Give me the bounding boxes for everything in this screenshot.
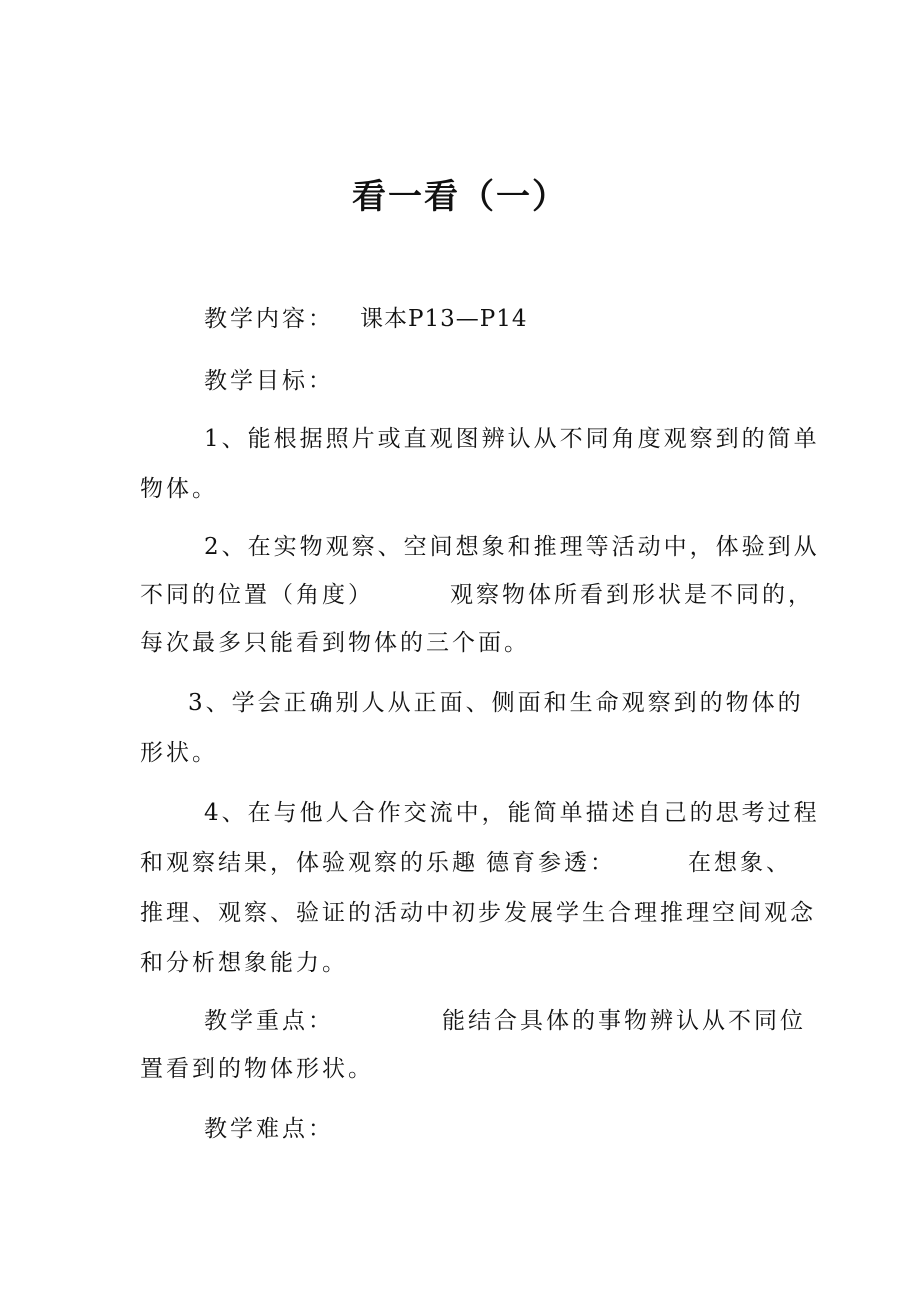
content-line [204,302,527,336]
key-points-line-1 [204,1004,806,1038]
objective-4-line-1: 4、在与他人合作交流中，能简单描述自己的思考过程 [204,800,820,826]
moral-education-label: 德育参透： [486,850,616,876]
objective-2-line-2a: 不同的位置（角度） [140,582,374,608]
objective-4-line-2 [140,846,792,880]
objective-2-line-3: 每次最多只能看到物体的三个面。 [140,630,530,656]
objective-2-line-1: 2、在实物观察、空间想象和推理等活动中，体验到从 [204,534,820,560]
objective-4-line-2c: 在想象、 [688,850,792,876]
objective-1-line-2: 物体。 [140,476,218,502]
key-points-text: 能结合具体的事物辨认从不同位 [442,1008,806,1034]
content-value: 课本P13—P14 [360,306,528,332]
objective-4-line-2a: 和观察结果，体验观察的乐趣 [140,850,478,876]
key-points-line-2: 置看到的物体形状。 [140,1056,374,1082]
objective-2-line-2 [140,578,814,612]
key-points-label: 教学重点： [204,1008,334,1034]
objective-4-line-3: 推理、观察、验证的活动中初步发展学生合理推理空间观念 [140,900,816,926]
objective-1-line-1: 1、能根据照片或直观图辨认从不同角度观察到的简单 [204,426,820,452]
objective-3-line-2: 形状。 [140,740,218,766]
difficulty-label: 教学难点： [204,1116,334,1142]
objective-2-line-2b: 观察物体所看到形状是不同的， [450,582,814,608]
objectives-label: 教学目标： [204,368,334,394]
objective-3-line-1: 3、学会正确别人从正面、侧面和生命观察到的物体的 [188,690,804,716]
document-title: 看一看（一） [352,177,568,217]
content-label: 教学内容： [204,306,334,332]
objective-4-line-4: 和分析想象能力。 [140,950,348,976]
